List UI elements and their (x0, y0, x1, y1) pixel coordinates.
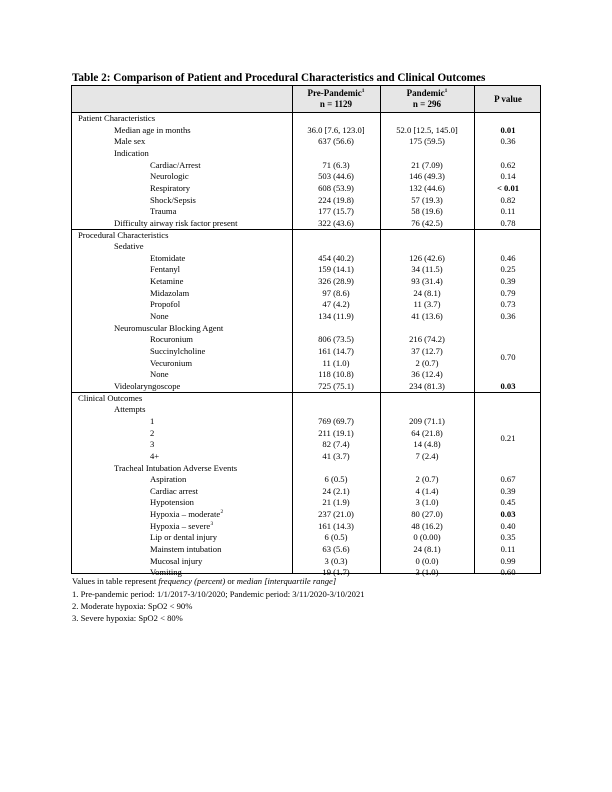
row-label: Attempts (114, 404, 146, 415)
pandemic-value: 146 (49.3) (409, 171, 445, 182)
table-row (72, 381, 540, 393)
row-label: Vomiting (150, 567, 182, 578)
row-label: Difficulty airway risk factor present (114, 217, 238, 228)
pre-pandemic-value: 6 (0.5) (324, 474, 348, 485)
row-label: Male sex (114, 136, 146, 147)
row-label: Mucosal injury (150, 555, 203, 566)
pandemic-value: 2 (0.7) (415, 474, 439, 485)
row-label: Sedative (114, 241, 144, 252)
p-value: 0.73 (500, 299, 516, 310)
p-value: 0.40 (500, 520, 516, 531)
pre-pandemic-value: 608 (53.9) (318, 182, 354, 193)
pandemic-value: 64 (21.8) (411, 427, 443, 438)
row-label: Clinical Outcomes (78, 392, 143, 403)
p-value-header: P value (494, 94, 522, 104)
pandemic-value: 0 (0.0) (415, 555, 439, 566)
table-row (72, 544, 540, 556)
pandemic-value: 24 (8.1) (413, 287, 441, 298)
p-value: 0.03 (500, 380, 516, 391)
p-value: 0.35 (500, 532, 516, 543)
row-label: 3 (150, 439, 155, 450)
p-value: 0.11 (500, 544, 516, 555)
p-value: 0.60 (500, 567, 516, 578)
row-label: Cardiac arrest (150, 485, 198, 496)
pandemic-value: 0 (0.00) (413, 532, 441, 543)
row-label: None (150, 369, 169, 380)
row-label: Median age in months (114, 124, 191, 135)
section-divider (72, 229, 540, 230)
pre-pandemic-n: n = 1129 (319, 98, 353, 109)
table-row (72, 276, 540, 288)
pandemic-label: Pandemic (406, 88, 445, 98)
pre-pandemic-value: 237 (21.0) (318, 509, 354, 520)
p-value: 0.45 (500, 497, 516, 508)
footnote-3: 3. Severe hypoxia: SpO2 < 80% (72, 613, 183, 623)
p-value: 0.36 (500, 136, 516, 147)
p-value: 0.79 (500, 287, 516, 298)
p-value: < 0.01 (496, 182, 520, 193)
row-label: Neurologic (150, 171, 189, 182)
row-label: Aspiration (150, 474, 187, 485)
pandemic-value: 3 (1.0) (415, 497, 439, 508)
p-value: 0.62 (500, 159, 516, 170)
p-value: 0.78 (500, 217, 516, 228)
row-label: Etomidate (150, 252, 186, 263)
outcomes-table (71, 85, 541, 578)
pandemic-n: n = 296 (412, 98, 442, 109)
pandemic-value: 14 (4.8) (413, 439, 441, 450)
row-label: Fentanyl (150, 264, 181, 275)
table-row (72, 358, 540, 370)
pre-pandemic-label: Pre-Pandemic (307, 88, 362, 98)
pandemic-value: 7 (2.4) (415, 450, 439, 461)
pre-pandemic-value: 97 (8.6) (322, 287, 350, 298)
pandemic-value: 34 (11.5) (411, 264, 443, 275)
pre-pandemic-value: 21 (1.9) (322, 497, 350, 508)
row-label: Hypoxia – severe (150, 520, 211, 531)
attempts-p-value: 0.21 (500, 433, 516, 444)
row-label: Neuromuscular Blocking Agent (114, 322, 224, 333)
row-label: Propofol (150, 299, 181, 310)
row-label: Lip or dental injury (150, 532, 218, 543)
table-row (72, 428, 540, 440)
p-value: 0.03 (500, 509, 516, 520)
section-header-row (72, 393, 540, 405)
table-header (72, 86, 540, 113)
pre-pandemic-value: 224 (19.8) (318, 194, 354, 205)
pre-pandemic-value: 11 (1.0) (322, 357, 350, 368)
pre-pandemic-value: 63 (5.6) (322, 544, 350, 555)
table-row (72, 323, 540, 335)
row-label: Hypoxia – moderate (150, 509, 221, 520)
pre-pandemic-value: 769 (69.7) (318, 415, 354, 426)
p-value: 0.99 (500, 555, 516, 566)
table-row (72, 486, 540, 498)
row-label: Mainstem intubation (150, 544, 222, 555)
pre-pandemic-value: 161 (14.7) (318, 346, 354, 356)
table-row (72, 136, 540, 148)
table-row (72, 288, 540, 300)
pre-pandemic-value: 134 (11.9) (318, 311, 354, 322)
table-row (72, 195, 540, 207)
table-title: Table 2: Comparison of Patient and Procedural Characteristics and Clinical Outcomes (72, 72, 486, 84)
p-value: 0.46 (500, 252, 516, 263)
pre-pandemic-value: 47 (4.2) (322, 299, 350, 310)
table-row (72, 218, 540, 230)
table-row (72, 451, 540, 463)
p-value: 0.39 (500, 276, 516, 287)
p-value: 0.01 (500, 124, 516, 135)
pre-pandemic-value: 3 (0.3) (324, 555, 348, 566)
pre-pandemic-header (292, 88, 380, 109)
table-row (72, 439, 540, 451)
pre-pandemic-value: 322 (43.6) (318, 217, 354, 228)
row-label: Videolaryngoscope (114, 380, 181, 391)
pre-pandemic-value: 118 (10.8) (318, 369, 354, 380)
pandemic-sup: 1 (444, 88, 448, 94)
pandemic-value: 4 (1.4) (415, 485, 439, 496)
row-label: Procedural Characteristics (78, 229, 169, 240)
footnote-values-prefix: Values in table represent (72, 576, 159, 586)
pandemic-value: 41 (13.6) (411, 311, 443, 322)
footnote-values-median: median [interquartile range] (236, 576, 337, 586)
table-row (72, 148, 540, 160)
footnote-values-or: or (225, 576, 237, 586)
row-label: Shock/Sepsis (150, 194, 196, 205)
row-label: Midazolam (150, 287, 190, 298)
table-row (72, 556, 540, 568)
row-label: Tracheal Intubation Adverse Events (114, 462, 238, 473)
table-row (72, 532, 540, 544)
pre-pandemic-value: 211 (19.1) (318, 427, 354, 438)
pre-pandemic-value: 41 (3.7) (322, 450, 350, 461)
section-divider (72, 392, 540, 393)
pandemic-value: 93 (31.4) (411, 276, 443, 287)
pandemic-value: 216 (74.2) (409, 334, 445, 345)
pandemic-value: 57 (19.3) (411, 194, 443, 205)
table-row (72, 206, 540, 218)
pre-pandemic-value: 806 (73.5) (318, 334, 354, 345)
p-value: 0.36 (500, 311, 516, 322)
p-value: 0.14 (500, 171, 516, 182)
p-value: 0.39 (500, 485, 516, 496)
pre-pandemic-value: 161 (14.3) (318, 520, 354, 531)
table-row (72, 369, 540, 381)
pandemic-value: 58 (19.6) (411, 206, 443, 217)
table-row (72, 346, 540, 358)
section-header-row (72, 113, 540, 125)
table-row (72, 404, 540, 416)
footnote-values (72, 576, 336, 586)
pandemic-value: 11 (3.7) (413, 299, 441, 310)
table-row (72, 497, 540, 509)
table-row: Hypoxia – severe 3 161 (14.3) 48 (16.2) 0.40 (72, 521, 540, 533)
pre-pandemic-value: 82 (7.4) (322, 439, 350, 450)
pre-pandemic-value: 24 (2.1) (322, 485, 350, 496)
pandemic-value: 2 (0.7) (415, 357, 439, 368)
pre-pandemic-value: 326 (28.9) (318, 276, 354, 287)
footnote-values-freq: frequency (percent) (158, 576, 226, 586)
pandemic-value: 175 (59.5) (409, 136, 445, 147)
table-row (72, 171, 540, 183)
table-row (72, 264, 540, 276)
pandemic-value: 52.0 [12.5, 145.0] (396, 124, 458, 135)
row-label: Ketamine (150, 276, 184, 287)
footnote-1: 1. Pre-pandemic period: 1/1/2017-3/10/2020; Pandemic period: 3/11/2020-3/10/2021 (72, 589, 365, 599)
pre-pandemic-value: 637 (56.6) (318, 136, 354, 147)
footnote-2: 2. Moderate hypoxia: SpO2 < 90% (72, 601, 193, 611)
pre-pandemic-value: 503 (44.6) (318, 171, 354, 182)
pandemic-value: 36 (12.4) (411, 369, 443, 380)
row-label: 2 (150, 427, 155, 438)
p-value: 0.82 (500, 194, 516, 205)
pandemic-value: 76 (42.5) (411, 217, 443, 228)
pandemic-value: 234 (81.3) (409, 380, 445, 391)
pre-pandemic-value: 36.0 [7.6, 123.0] (307, 124, 365, 135)
pandemic-header (380, 88, 474, 109)
row-label: Rocuronium (150, 334, 193, 345)
row-label: Respiratory (150, 182, 191, 193)
pre-pandemic-value: 159 (14.1) (318, 264, 354, 275)
row-label: Vecuronium (150, 357, 193, 368)
row-label: Hypotension (150, 497, 194, 508)
row-label: Succinylcholine (150, 346, 206, 356)
table-row (72, 299, 540, 311)
pandemic-value: 132 (44.6) (409, 182, 445, 193)
pandemic-value: 209 (71.1) (409, 415, 445, 426)
table-row (72, 183, 540, 195)
table-row (72, 311, 540, 323)
pre-pandemic-value: 454 (40.2) (318, 252, 354, 263)
table-row (72, 125, 540, 137)
table-row (72, 474, 540, 486)
row-label: 1 (150, 415, 155, 426)
pre-pandemic-value: 6 (0.5) (324, 532, 348, 543)
p-value: 0.11 (500, 206, 516, 217)
table-row (72, 416, 540, 428)
pandemic-value: 24 (8.1) (413, 544, 441, 555)
pandemic-value: 126 (42.6) (409, 252, 445, 263)
pre-pandemic-value: 177 (15.7) (318, 206, 354, 217)
pandemic-value: 21 (7.09) (411, 159, 443, 170)
pandemic-value: 80 (27.0) (411, 509, 443, 520)
pandemic-value: 3 (1.0) (415, 567, 439, 578)
table-row (72, 463, 540, 475)
table-row (72, 334, 540, 346)
table-row (72, 160, 540, 172)
pre-pandemic-value: 725 (75.1) (318, 380, 354, 391)
pandemic-value: 48 (16.2) (411, 520, 443, 531)
table-row (72, 253, 540, 265)
nmba-p-value: 0.70 (500, 351, 516, 362)
row-label: Trauma (150, 206, 177, 217)
pre-pandemic-value: 19 (1.7) (322, 567, 350, 578)
pre-pandemic-sup: 1 (361, 88, 365, 94)
row-label: Cardiac/Arrest (150, 159, 201, 170)
pandemic-value: 37 (12.7) (411, 346, 443, 356)
p-value: 0.67 (500, 474, 516, 485)
table-row: Hypoxia – moderate 2 237 (21.0) 80 (27.0) 0.03 (72, 509, 540, 521)
row-label: None (150, 311, 169, 322)
section-header-row (72, 230, 540, 242)
row-label: 4+ (150, 450, 160, 461)
pre-pandemic-value: 71 (6.3) (322, 159, 350, 170)
p-value: 0.25 (500, 264, 516, 275)
row-label: Patient Characteristics (78, 113, 156, 123)
table-row (72, 241, 540, 253)
row-label: Indication (114, 147, 149, 158)
